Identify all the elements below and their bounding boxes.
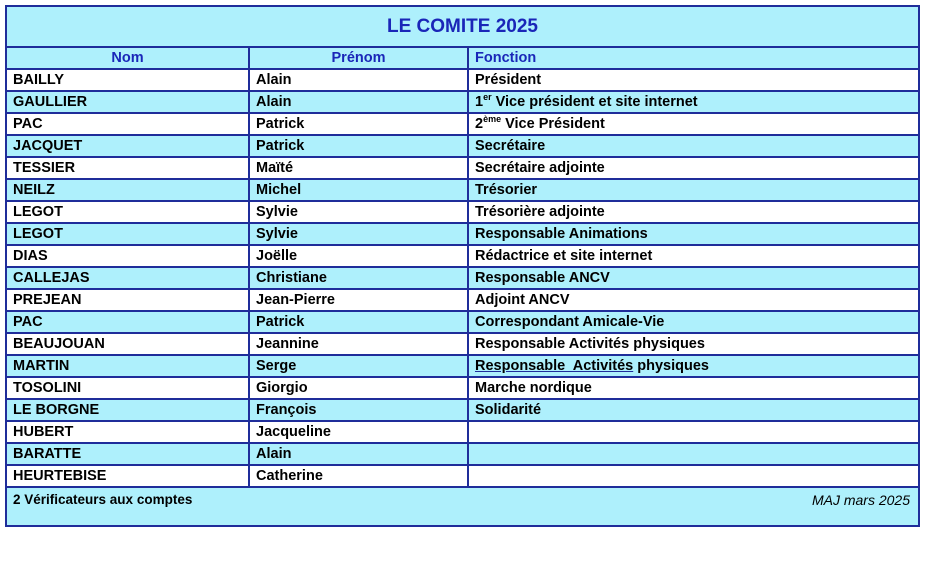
table-row: [6, 201, 919, 223]
cell-prenom: Serge: [249, 355, 468, 377]
cell-fonction: [468, 377, 919, 399]
cell-prenom: Maïté: [249, 157, 468, 179]
fonction-text: physiques: [633, 358, 709, 374]
cell-nom: NEILZ: [6, 179, 249, 201]
fonction-ordinal: 1: [475, 94, 484, 110]
cell-prenom: Sylvie: [249, 201, 468, 223]
cell-nom: HUBERT: [6, 421, 249, 443]
table-row: [6, 223, 919, 245]
header-prenom: Prénom: [249, 47, 468, 69]
cell-fonction: [468, 91, 919, 113]
cell-nom: CALLEJAS: [6, 267, 249, 289]
cell-fonction: [468, 179, 919, 201]
fonction-text: Président: [475, 72, 542, 88]
cell-nom: LE BORGNE: [6, 399, 249, 421]
cell-fonction: [468, 113, 919, 135]
fonction-text: Adjoint ANCV: [475, 292, 570, 308]
table-row: [6, 91, 919, 113]
cell-prenom: Alain: [249, 91, 468, 113]
cell-fonction: [468, 223, 919, 245]
cell-nom: PAC: [6, 311, 249, 333]
table-title: LE COMITE 2025: [6, 6, 919, 47]
cell-prenom: Patrick: [249, 113, 468, 135]
table-row: [6, 245, 919, 267]
fonction-text: Responsable ANCV: [475, 270, 610, 286]
fonction-underlined-text: Responsable Activités: [475, 358, 634, 374]
fonction-text: Secrétaire: [475, 138, 546, 154]
cell-prenom: Joëlle: [249, 245, 468, 267]
cell-nom: BAILLY: [6, 69, 249, 91]
cell-nom: JACQUET: [6, 135, 249, 157]
cell-prenom: Alain: [249, 443, 468, 465]
cell-nom: TESSIER: [6, 157, 249, 179]
cell-fonction: [468, 135, 919, 157]
fonction-text: Solidarité: [475, 402, 542, 418]
fonction-ordinal: 2: [475, 116, 484, 132]
footer-update-date: MAJ mars 2025: [811, 492, 910, 508]
table-row: [6, 289, 919, 311]
table-row: [6, 355, 919, 377]
cell-nom: MARTIN: [6, 355, 249, 377]
title-row: [6, 6, 919, 47]
cell-fonction: [468, 421, 919, 443]
cell-nom: HEURTEBISE: [6, 465, 249, 487]
header-row: [6, 47, 919, 69]
footer-cell: [6, 487, 919, 526]
table-row: [6, 465, 919, 487]
cell-nom: PAC: [6, 113, 249, 135]
cell-fonction: [468, 311, 919, 333]
cell-prenom: Giorgio: [249, 377, 468, 399]
committee-table-wrapper: [5, 5, 918, 527]
table-row: [6, 377, 919, 399]
fonction-text: Secrétaire adjointe: [475, 160, 605, 176]
cell-fonction: [468, 245, 919, 267]
cell-prenom: Michel: [249, 179, 468, 201]
cell-fonction: [468, 355, 919, 377]
fonction-text: Vice Président: [501, 116, 605, 132]
cell-nom: DIAS: [6, 245, 249, 267]
fonction-text: Responsable Animations: [475, 226, 648, 242]
fonction-ordinal-suffix: er: [483, 92, 492, 103]
cell-prenom: Jacqueline: [249, 421, 468, 443]
cell-prenom: Patrick: [249, 135, 468, 157]
header-fonction: Fonction: [468, 47, 919, 69]
table-row: [6, 179, 919, 201]
fonction-ordinal-suffix: ème: [483, 114, 502, 125]
committee-table: [5, 5, 920, 527]
table-row: [6, 267, 919, 289]
cell-fonction: [468, 465, 919, 487]
cell-fonction: [468, 69, 919, 91]
cell-fonction: [468, 157, 919, 179]
footer-verifiers: 2 Vérificateurs aux comptes: [13, 492, 193, 507]
cell-fonction: [468, 399, 919, 421]
table-row: [6, 421, 919, 443]
cell-nom: BEAUJOUAN: [6, 333, 249, 355]
table-row: [6, 69, 919, 91]
table-row: [6, 135, 919, 157]
cell-prenom: Catherine: [249, 465, 468, 487]
fonction-text: Trésorière adjointe: [475, 204, 605, 220]
table-row: [6, 113, 919, 135]
cell-fonction: [468, 289, 919, 311]
fonction-text: Rédactrice et site internet: [475, 248, 653, 264]
cell-fonction: [468, 333, 919, 355]
cell-prenom: Jeannine: [249, 333, 468, 355]
cell-prenom: Sylvie: [249, 223, 468, 245]
cell-nom: PREJEAN: [6, 289, 249, 311]
table-row: [6, 311, 919, 333]
table-row: [6, 443, 919, 465]
table-row: [6, 333, 919, 355]
fonction-text: Marche nordique: [475, 380, 592, 396]
cell-fonction: [468, 267, 919, 289]
cell-nom: GAULLIER: [6, 91, 249, 113]
fonction-text: Responsable Activités physiques: [475, 336, 705, 352]
footer-row: [6, 487, 919, 526]
cell-fonction: [468, 443, 919, 465]
fonction-text: Vice président et site internet: [491, 94, 698, 110]
cell-prenom: Patrick: [249, 311, 468, 333]
cell-nom: TOSOLINI: [6, 377, 249, 399]
cell-nom: LEGOT: [6, 201, 249, 223]
table-row: [6, 157, 919, 179]
fonction-text: Correspondant Amicale-Vie: [475, 314, 665, 330]
cell-fonction: [468, 201, 919, 223]
cell-prenom: Christiane: [249, 267, 468, 289]
fonction-text: Trésorier: [475, 182, 538, 198]
cell-prenom: François: [249, 399, 468, 421]
cell-nom: BARATTE: [6, 443, 249, 465]
cell-nom: LEGOT: [6, 223, 249, 245]
header-nom: Nom: [6, 47, 249, 69]
table-row: [6, 399, 919, 421]
cell-prenom: Alain: [249, 69, 468, 91]
cell-prenom: Jean-Pierre: [249, 289, 468, 311]
